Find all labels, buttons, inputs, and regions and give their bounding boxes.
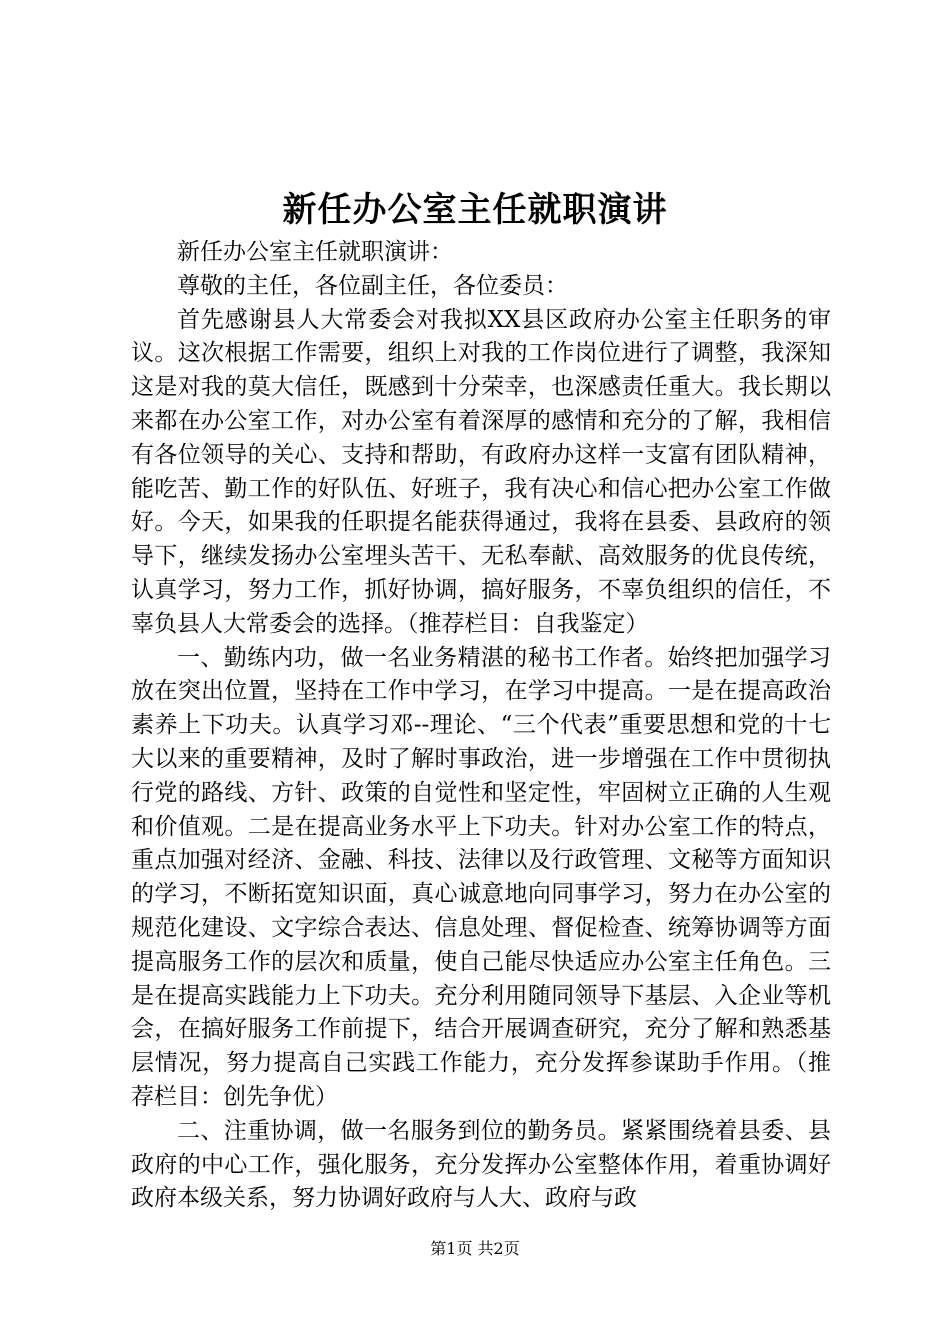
paragraph-heading-repeat: 新任办公室主任就职演讲： [177,239,453,265]
document-body [131,236,831,1216]
paragraph-introduction: 首先感谢县人大常委会对我拟XX县区政府办公室主任职务的审议。这次根据工作需要，组织上对我的工作岗位进行了调整，我深知这是对我的莫大信任，既感到十分荣幸，也深感责任重大。我长期以来都在办公室工作，对办公室有着深厚的感情和充分的了解，我相信有各位领导的关心、支持和帮助，有政府办这样一支富有团队精神，能吃苦、勤工作的好队伍、好班子，我有决心和信心把办公室工作做好。今天，如果我的任职提名能获得通过，我将在县委、县政府的领导下，继续发扬办公室埋头苦干、无私奉献、高效服务的优良传统，认真学习，努力工作，抓好协调，搞好服务，不辜负组织的信任，不辜负县人大常委会的选择。（推荐栏目：自我鉴定） [131,306,831,637]
page-number-footer: 第1页 共2页 [430,1239,520,1258]
paragraph-section-two: 二、注重协调，做一名服务到位的勤务员。紧紧围绕着县委、县政府的中心工作，强化服务，充分发挥办公室整体作用，着重协调好政府本级关系，努力协调好政府与人大、政府与政 [131,1117,831,1212]
paragraph-salutation: 尊敬的主任，各位副主任，各位委员： [177,272,568,299]
paragraph-section-one: 一、勤练内功，做一名业务精湛的秘书工作者。始终把加强学习放在突出位置，坚持在工作中学习，在学习中提高。一是在提高政治素养上下功夫。认真学习邓--理论、“三个代表”重要思想和党的十七大以来的重要精神，及时了解时事政治，进一步增强在工作中贯彻执行党的路线、方针、政策的自觉性和坚定性，牢固树立正确的人生观和价值观。二是在提高业务水平上下功夫。针对办公室工作的特点，重点加强对经济、金融、科技、法律以及行政管理、文秘等方面知识的学习，不断拓宽知识面，真心诚意地向同事学习，努力在办公室的规范化建设、文字综合表达、信息处理、督促检查、统筹协调等方面提高服务工作的层次和质量，使自己能尽快适应办公室主任角色。三是在提高实践能力上下功夫。充分利用随同领导下基层、入企业等机会，在搞好服务工作前提下，结合开展调查研究，充分了解和熟悉基层情况，努力提高自己实践工作能力，充分发挥参谋助手作用。（推荐栏目：创先争优） [131,644,831,1110]
document-title: 新任办公室主任就职演讲 [282,190,668,230]
